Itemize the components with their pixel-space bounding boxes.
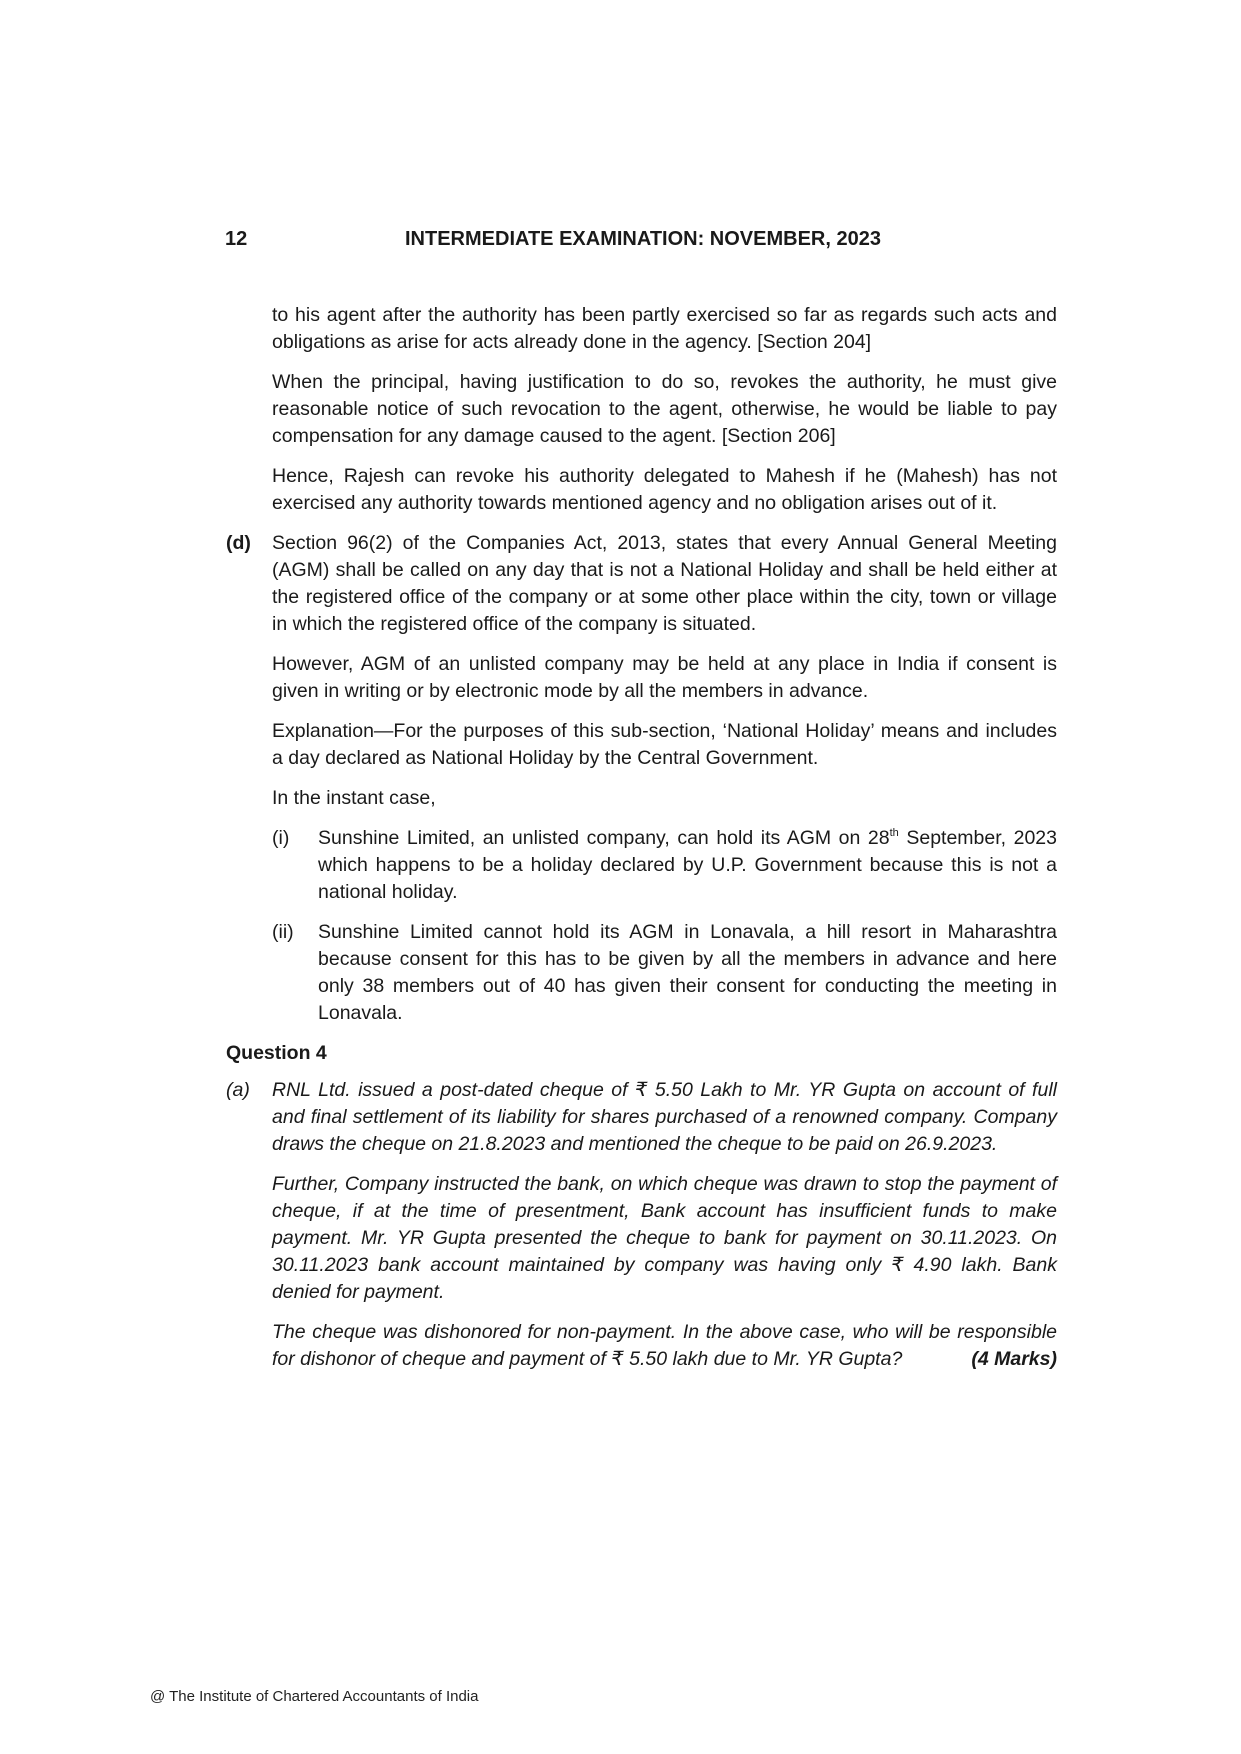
question-part-a-paragraph-3: The cheque was dishonored for non-payment. In the above case, who will be responsible for dishonor of cheque and payment of ₹ 5.50 lakh due to Mr. YR Gupta? (4 Marks) — [272, 1319, 1057, 1373]
part-d — [226, 530, 1057, 638]
page-header-title: INTERMEDIATE EXAMINATION: NOVEMBER, 2023 — [405, 228, 881, 250]
question-heading: Question 4 — [226, 1042, 327, 1064]
paragraph-section-204: to his agent after the authority has been partly exercised so far as regards such acts and obligations as arise for acts already done in the agency. [Section 204] — [272, 304, 1057, 353]
list-item-text: Sunshine Limited, an unlisted company, can hold its AGM on 28th September, 2023 which happens to be a holiday declared by U.P. Government because this is not a national holiday. — [318, 826, 1058, 903]
part-d-label: (d) — [226, 532, 251, 554]
ordinal-suffix: th — [889, 826, 899, 839]
part-d-instant-case: In the instant case, — [272, 787, 436, 809]
paragraph-conclusion-rajesh: Hence, Rajesh can revoke his authority delegated to Mahesh if he (Mahesh) has not exercised any authority towards mentioned agency and no obligation arises out of it. — [272, 465, 1057, 514]
list-item-label: (ii) — [272, 921, 294, 943]
page-body — [226, 302, 1058, 1386]
marks-label: (4 Marks) — [971, 1348, 1057, 1370]
list-item-text: Sunshine Limited cannot hold its AGM in Lonavala, a hill resort in Maharashtra because consent for this has to be given by all the members in advance and here only 38 members out of 40 has given their consent for conducting the meeting in Lonavala. — [318, 921, 1057, 1024]
footer-copyright: @ The Institute of Chartered Accountants of India — [150, 1688, 479, 1705]
list-item-label: (i) — [272, 827, 290, 849]
page-number: 12 — [225, 228, 248, 250]
part-d-paragraph-1: Section 96(2) of the Companies Act, 2013, states that every Annual General Meeting (AGM) shall be called on any day that is not a National Holiday and shall be held either at the registered office of the company or at some other place within the city, town or village in which the registered office of the company is situated. — [272, 532, 1057, 635]
list-item — [272, 919, 1057, 1027]
part-d-explanation: Explanation—For the purposes of this sub-section, ‘National Holiday’ means and includes a day declared as National Holiday by the Central Government. — [272, 720, 1057, 769]
question-part-a-label: (a) — [226, 1079, 250, 1101]
question-part-a-paragraph-2: Further, Company instructed the bank, on which cheque was drawn to stop the payment of cheque, if at the time of presentment, Bank account has insufficient funds to make payment. Mr. YR Gupta presented the cheque to bank for payment on 30.11.2023. On 30.11.2023 bank account maintained by company was having only ₹ 4.90 lakh. Bank denied for payment. — [272, 1173, 1057, 1303]
part-d-paragraph-2: However, AGM of an unlisted company may be held at any place in India if consent is given in writing or by electronic mode by all the members in advance. — [272, 653, 1057, 702]
question-part-a-paragraph-1: RNL Ltd. issued a post-dated cheque of ₹ 5.50 Lakh to Mr. YR Gupta on account of full and final settlement of its liability for shares purchased of a renowned company. Company draws the cheque on 21.8.2023 and mentioned the cheque to be paid on 26.9.2023. — [272, 1079, 1057, 1155]
list-item — [272, 825, 1057, 906]
question-part-a — [226, 1077, 1057, 1158]
paragraph-section-206: When the principal, having justification to do so, revokes the authority, he must give reasonable notice of such revocation to the agent, otherwise, he would be liable to pay compensation for any damage caused to the agent. [Section 206] — [272, 371, 1057, 447]
